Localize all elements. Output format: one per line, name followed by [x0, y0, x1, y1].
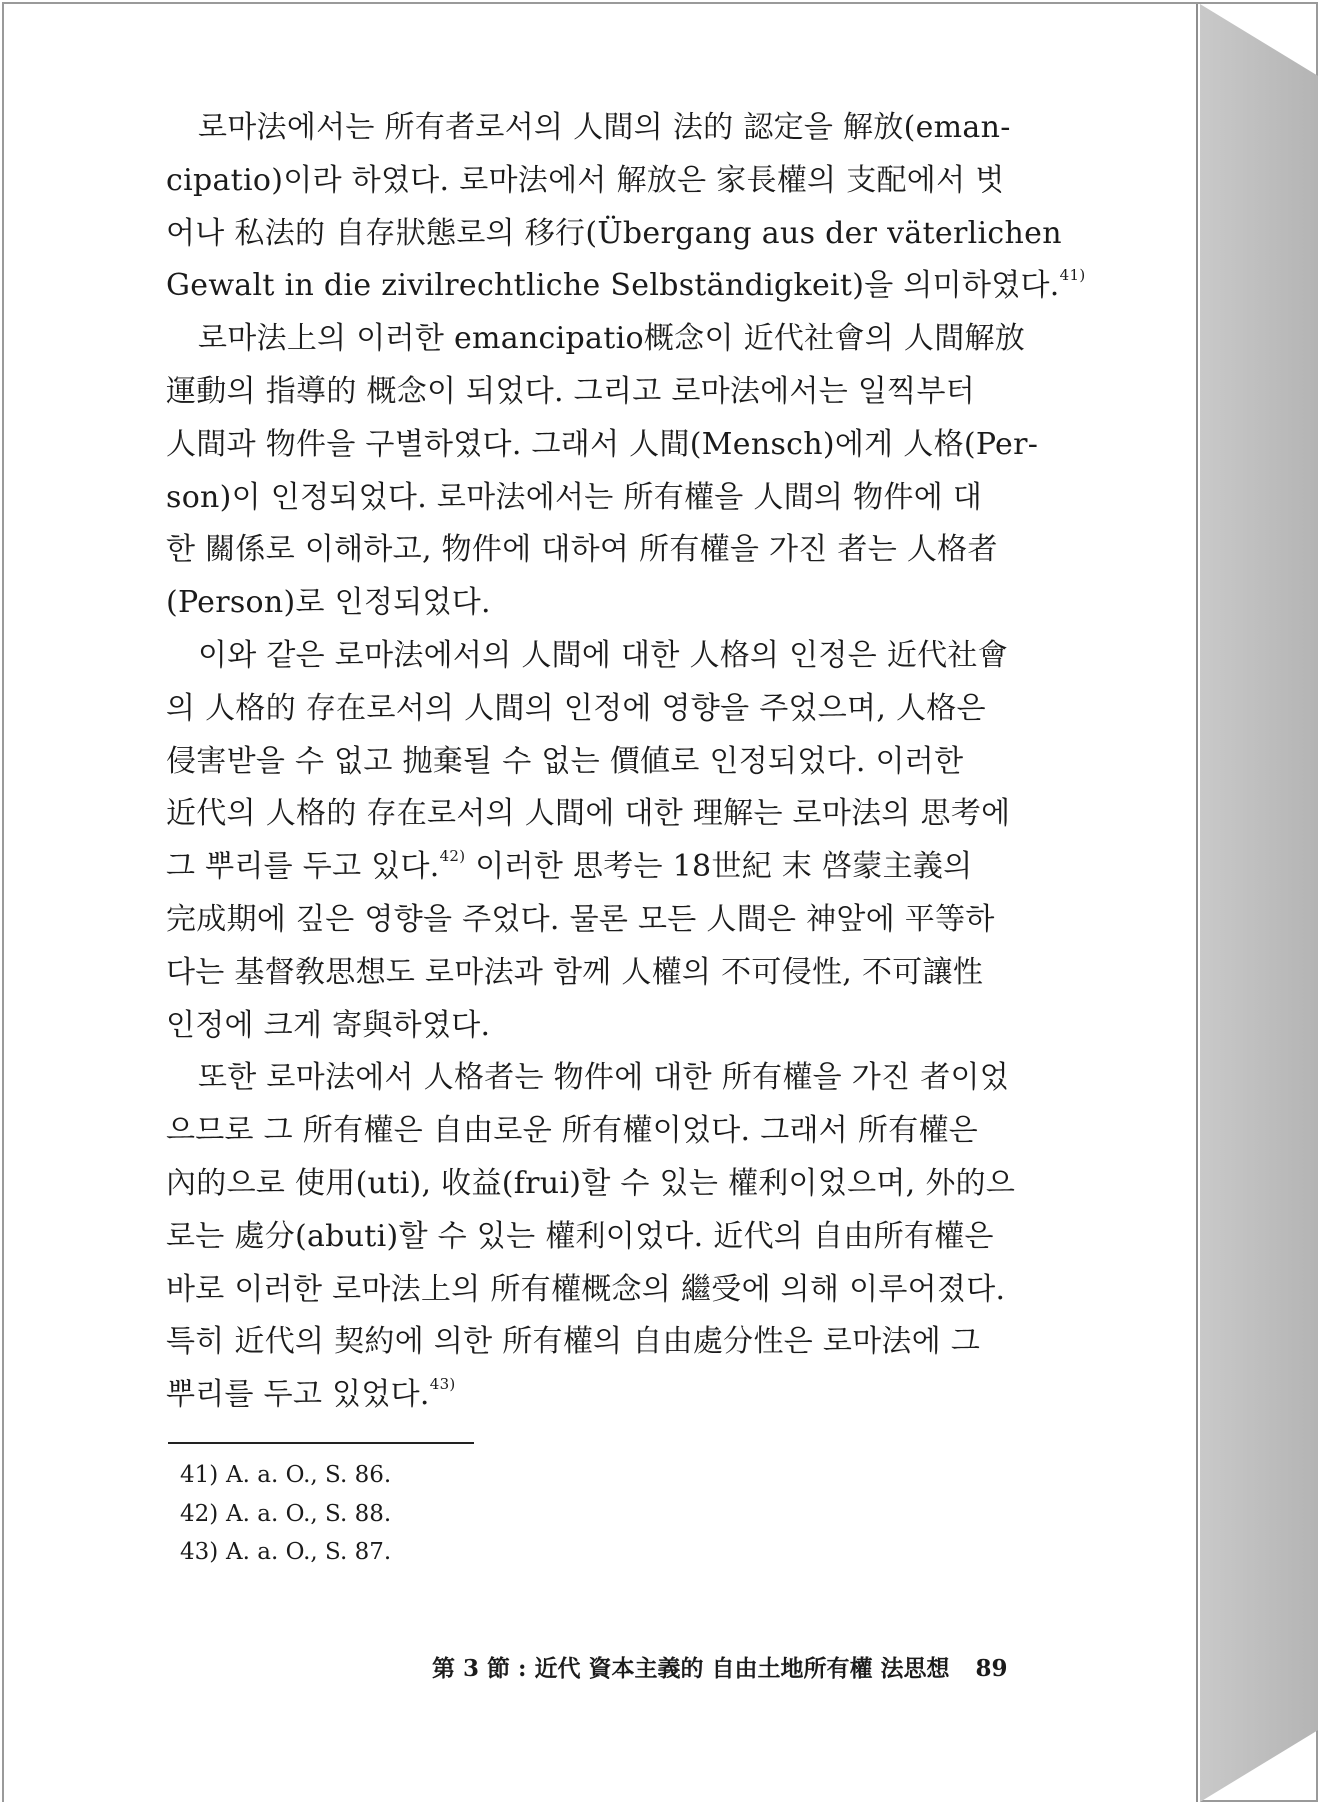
footnote-42	[180, 1495, 391, 1534]
page-edge-line	[1196, 4, 1198, 1802]
text-line: 完成期에 깊은 영향을 주었다. 물론 모든 人間은 神앞에 平等하	[166, 901, 995, 937]
footnote-number: 41)	[180, 1462, 219, 1488]
text-line: 運動의 指導的 概念이 되었다. 그리고 로마法에서는 일찍부터	[166, 373, 976, 409]
text-line: 內的으로 使用(uti), 收益(frui)할 수 있는 權利이었으며, 外的으	[166, 1165, 1016, 1201]
text-line	[166, 260, 1086, 313]
footnote-41	[180, 1456, 391, 1495]
text-line: 近代의 人格的 存在로서의 人間에 대한 理解는 로마法의 思考에	[166, 796, 1011, 832]
text-line: 인정에 크게 寄與하였다.	[166, 1007, 491, 1043]
text-line-continuation: 이러한 思考는 18世紀 末 啓蒙主義의	[465, 849, 973, 885]
text-line: 한 關係로 이해하고, 物件에 대하여 所有權을 가진 者는 人格者	[166, 532, 998, 568]
main-text	[166, 102, 1086, 1422]
text-line-content: 그 뿌리를 두고 있다.	[166, 849, 440, 885]
text-line: 이와 같은 로마法에서의 人間에 대한 人格의 인정은 近代社會	[198, 637, 1009, 673]
book-page-edge	[1200, 4, 1318, 1802]
paragraph-3	[166, 630, 1026, 1052]
footnote-number: 43)	[180, 1539, 219, 1565]
text-line	[166, 841, 1026, 894]
text-line	[166, 1369, 1026, 1422]
page-footer	[432, 1650, 1008, 1683]
page-number: 89	[975, 1655, 1008, 1682]
text-line: son)이 인정되었다. 로마法에서는 所有權을 人間의 物件에 대	[166, 479, 983, 515]
running-head: 第 3 節 : 近代 資本主義的 自由土地所有權 法思想	[432, 1655, 950, 1682]
footnotes	[180, 1456, 391, 1572]
footnote-ref-43: 43)	[429, 1375, 456, 1394]
footnote-ref-42: 42)	[439, 847, 466, 866]
text-line: 로는 處分(abuti)할 수 있는 權利이었다. 近代의 自由所有權은	[166, 1218, 994, 1254]
text-line: 바로 이러한 로마法上의 所有權概念의 繼受에 의해 이루어졌다.	[166, 1271, 1006, 1307]
paragraph-4	[166, 1052, 1026, 1422]
text-line: 의 人格的 存在로서의 人間의 인정에 영향을 주었으며, 人格은	[166, 690, 986, 726]
text-line-content: Gewalt in die zivilrechtliche Selbständigkeit)을 의미하였다.	[166, 268, 1060, 304]
text-line: 으므로 그 所有權은 自由로운 所有權이었다. 그래서 所有權은	[166, 1113, 979, 1149]
footnote-text: A. a. O., S. 88.	[226, 1500, 392, 1527]
text-line: cipatio)이라 하였다. 로마法에서 解放은 家長權의 支配에서 벗	[166, 162, 1005, 198]
footnote-43	[180, 1533, 391, 1572]
text-line: (Person)로 인정되었다.	[166, 585, 491, 621]
text-line: 人間과 物件을 구별하였다. 그래서 人間(Mensch)에게 人格(Per-	[166, 426, 1039, 462]
text-line: 또한 로마法에서 人格者는 物件에 대한 所有權을 가진 者이었	[198, 1060, 1010, 1096]
footnote-text: A. a. O., S. 87.	[226, 1539, 392, 1565]
footnote-number: 42)	[180, 1500, 219, 1527]
text-line: 로마法에서는 所有者로서의 人間의 法的 認定을 解放(eman-	[198, 110, 1011, 145]
text-line: 侵害받을 수 없고 抛棄될 수 없는 價値로 인정되었다. 이러한	[166, 743, 964, 779]
paragraph-1	[166, 102, 1086, 313]
text-line-content: 뿌리를 두고 있었다.	[166, 1377, 430, 1413]
footnote-ref-41: 41)	[1059, 266, 1086, 285]
text-line: 다는 基督敎思想도 로마法과 함께 人權의 不可侵性, 不可讓性	[166, 954, 984, 990]
footnote-divider	[168, 1442, 474, 1444]
text-line: 어나 私法的 自存狀態로의 移行(Übergang aus der väterlichen	[166, 215, 1062, 251]
paragraph-2	[166, 313, 1039, 630]
footnote-text: A. a. O., S. 86.	[226, 1462, 392, 1488]
text-line: 로마法上의 이러한 emancipatio概念이 近代社會의 人間解放	[198, 321, 1026, 357]
text-line: 특히 近代의 契約에 의한 所有權의 自由處分性은 로마法에 그	[166, 1324, 981, 1360]
